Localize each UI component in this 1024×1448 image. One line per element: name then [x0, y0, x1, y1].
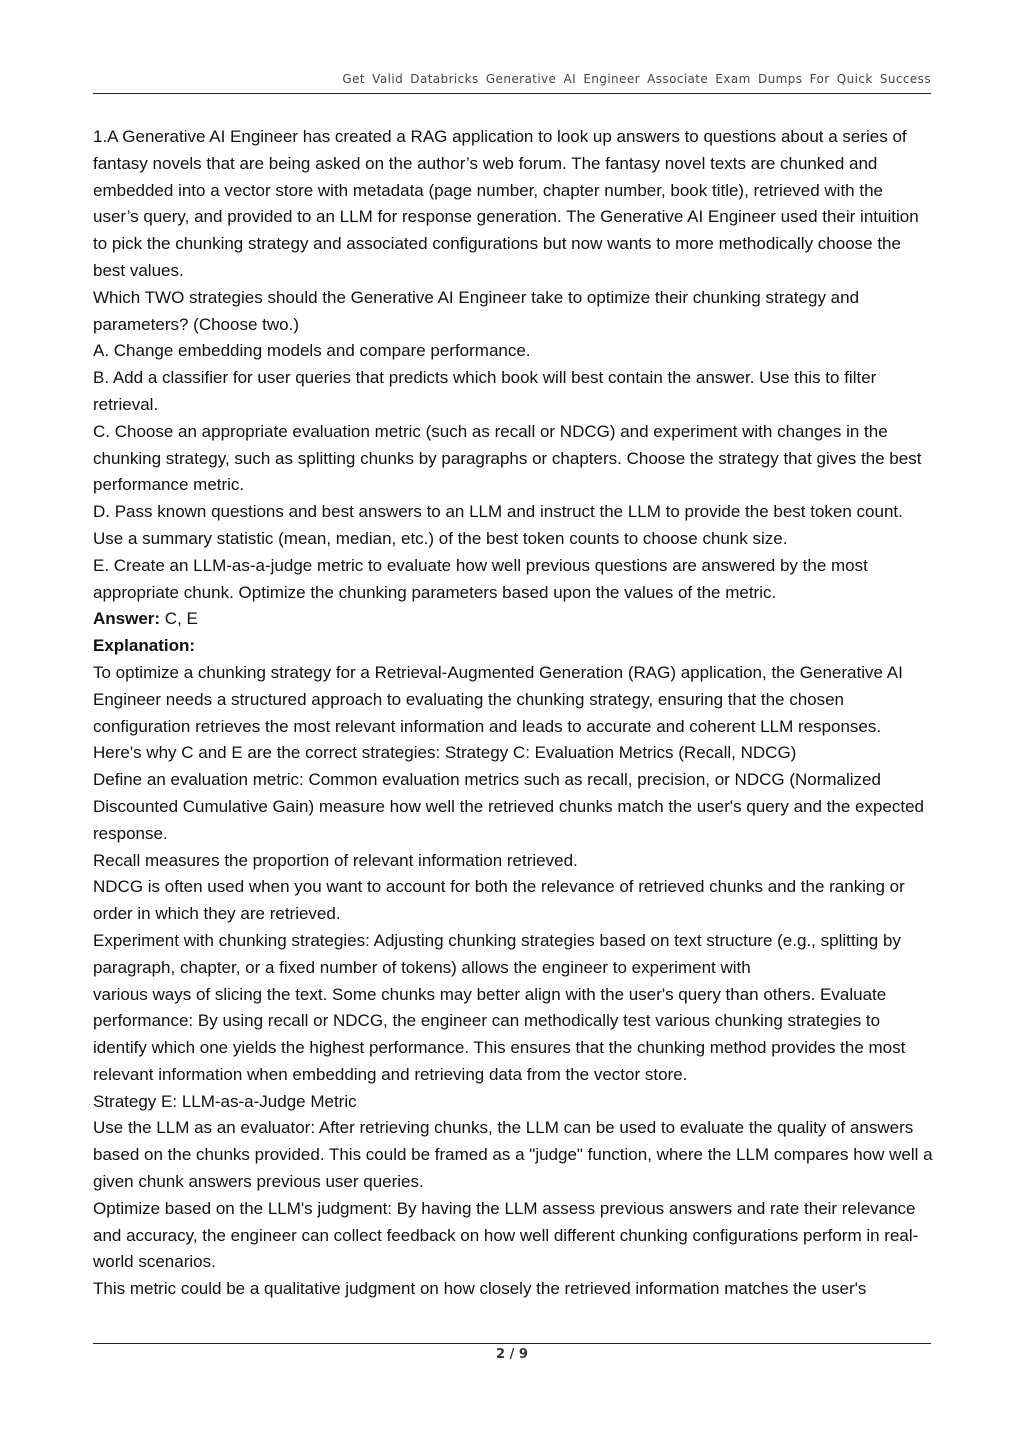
page-number: 2 / 9 [496, 1347, 528, 1362]
option-b: B. Add a classifier for user queries that predicts which book will best contain the answer. Use this to filter retrieval. [93, 368, 877, 414]
explanation-paragraph: various ways of slicing the text. Some chunks may better align with the user's query than others. Evaluate performance: By using recall or NDCG, the engineer can methodically test various chunking strategies to identify which one yields the highest performance. This ensures that the chunking method provides the most relevant information when embedding and retrieving data from the vector store. [93, 984, 906, 1084]
question-stem: 1.A Generative AI Engineer has created a RAG application to look up answers to questions about a series of fantasy novels that are being asked on the author’s web forum. The fantasy novel texts are chunked and embedded into a vector store with metadata (page number, chapter number, book title), retrieved with the user’s query, and provided to an LLM for response generation. The Generative AI Engineer used their intuition to pick the chunking strategy and associated configurations but now wants to more methodically choose the best values. [93, 127, 919, 280]
answer-value: C, E [160, 609, 198, 629]
explanation-paragraph: Experiment with chunking strategies: Adjusting chunking strategies based on text structure (e.g., splitting by paragraph, chapter, or a fixed number of tokens) allows the engineer to experiment with [93, 930, 901, 977]
option-d: D. Pass known questions and best answers to an LLM and instruct the LLM to provide the best token count. Use a summary statistic (mean, median, etc.) of the best token counts to choose chunk size. [93, 502, 903, 548]
explanation-paragraph: Define an evaluation metric: Common evaluation metrics such as recall, precision, or NDCG (Normalized Discounted Cumulative Gain) measure how well the retrieved chunks match the user's query and the expected response. [93, 770, 925, 843]
option-e: E. Create an LLM-as-a-judge metric to evaluate how well previous questions are answered by the most appropriate chunk. Optimize the chunking parameters based upon the values of the metric. [93, 555, 868, 602]
option-a: A. Change embedding models and compare performance. [93, 341, 531, 361]
page-header: Get Valid Databricks Generative AI Engineer Associate Exam Dumps For Quick Success [342, 72, 931, 86]
explanation-paragraph: Here's why C and E are the correct strategies: Strategy C: Evaluation Metrics (Recall, NDCG) [93, 743, 797, 763]
explanation-label: Explanation: [93, 636, 196, 656]
question-prompt: Which TWO strategies should the Generative AI Engineer take to optimize their chunking strategy and parameters? (Choose two.) [93, 287, 860, 334]
option-c: C. Choose an appropriate evaluation metric (such as recall or NDCG) and experiment with changes in the chunking strategy, such as splitting chunks by paragraphs or chapters. Choose the strategy that gives the best performance metric. [93, 421, 922, 495]
footer-divider [93, 1343, 931, 1344]
explanation-paragraph: Recall measures the proportion of relevant information retrieved. [93, 850, 578, 870]
explanation-paragraph: Strategy E: LLM-as-a-Judge Metric [93, 1091, 357, 1111]
explanation-paragraph: To optimize a chunking strategy for a Retrieval-Augmented Generation (RAG) application, the Generative AI Engineer needs a structured approach to evaluating the chunking strategy, ensuring that the chosen configuration retrieves the most relevant information and leads to accurate and coherent LLM responses. [93, 662, 903, 736]
explanation-paragraph: Optimize based on the LLM's judgment: By having the LLM assess previous answers and rate their relevance and accuracy, the engineer can collect feedback on how well different chunking configurations perform in real-world scenarios. [93, 1198, 919, 1272]
explanation-heading [93, 633, 933, 660]
answer-label: Answer: [93, 609, 161, 629]
header-divider [93, 93, 931, 94]
page-content [93, 124, 933, 1303]
explanation-paragraph: NDCG is often used when you want to account for both the relevance of retrieved chunks and the ranking or order in which they are retrieved. [93, 877, 905, 924]
explanation-paragraph: Use the LLM as an evaluator: After retrieving chunks, the LLM can be used to evaluate the quality of answers based on the chunks provided. This could be framed as a "judge" function, where the LLM compares how well a given chunk answers previous user queries. [93, 1118, 933, 1192]
answer-line [93, 606, 933, 633]
explanation-paragraph: This metric could be a qualitative judgment on how closely the retrieved information matches the user's [93, 1279, 867, 1299]
